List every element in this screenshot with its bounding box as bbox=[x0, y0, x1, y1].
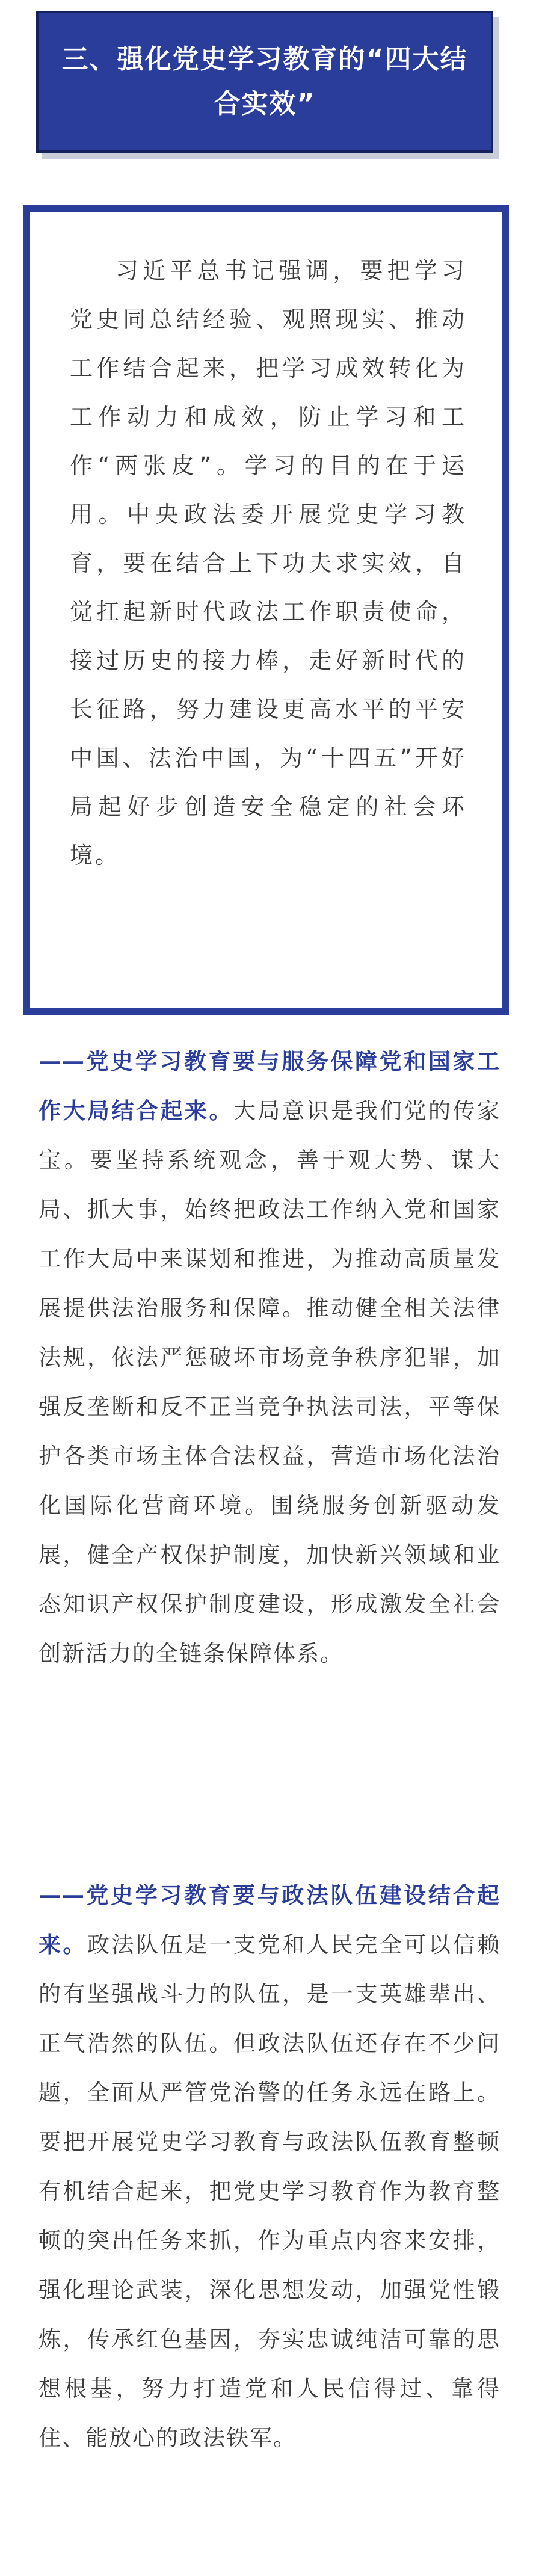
section-1-body: 大局意识是我们党的传家宝。要坚持系统观念，善于观大势、谋大局、抓大事，始终把政法工作纳入党和国家工作大局中来谋划和推进，为推动高质量发展提供法治服务和保障。推动健全相关法律法规，依法严惩破坏市场竞争秩序犯罪，加强反垄断和反不正当竞争执法司法，平等保护各类市场主体合法权益，营造市场化法治化国际化营商环境。围绕服务创新驱动发展，健全产权保护制度，加快新兴领域和业态知识产权保护制度建设，形成激发全社会创新活力的全链条保障体系。 bbox=[39, 1098, 501, 1666]
section-1-lead: ——党史学习教育要与服务保障党和国家工作大局结合起来。 bbox=[39, 1049, 501, 1124]
quote-text: 习近平总书记强调，要把学习党史同总结经验、观照现实、推动工作结合起来，把学习成效转化为工作动力和成效，防止学习和工作“两张皮”。学习的目的在于运用。中央政法委开展党史学习教育，要在结合上下功夫求实效，自觉扛起新时代政法工作职责使命，接过历史的接力棒，走好新时代的长征路，努力建设更高水平的平安中国、法治中国，为“十四五”开好局起好步创造安全稳定的社会环境。 bbox=[70, 257, 467, 869]
section-2-lead: ——党史学习教育要与政法队伍建设结合起来。 bbox=[39, 1882, 501, 1958]
section-heading-title: 三、强化党史学习教育的“四大结合实效” bbox=[61, 44, 468, 119]
section-paragraph-1 bbox=[39, 1037, 501, 1678]
quote-box bbox=[23, 205, 509, 1015]
section-heading-box bbox=[36, 11, 493, 153]
section-2-body: 政法队伍是一支党和人民完全可以信赖的有坚强战斗力的队伍，是一支英雄辈出、正气浩然的队伍。但政法队伍还存在不少问题，全面从严管党治警的任务永远在路上。要把开展党史学习教育与政法队伍教育整顿有机结合起来，把党史学习教育作为教育整顿的突出任务来抓，作为重点内容来安排，强化理论武装，深化思想发动，加强党性锻炼，传承红色基因，夯实忠诚纯洁可靠的思想根基，努力打造党和人民信得过、靠得住、能放心的政法铁军。 bbox=[39, 1932, 501, 2451]
section-paragraph-2 bbox=[39, 1871, 501, 2463]
